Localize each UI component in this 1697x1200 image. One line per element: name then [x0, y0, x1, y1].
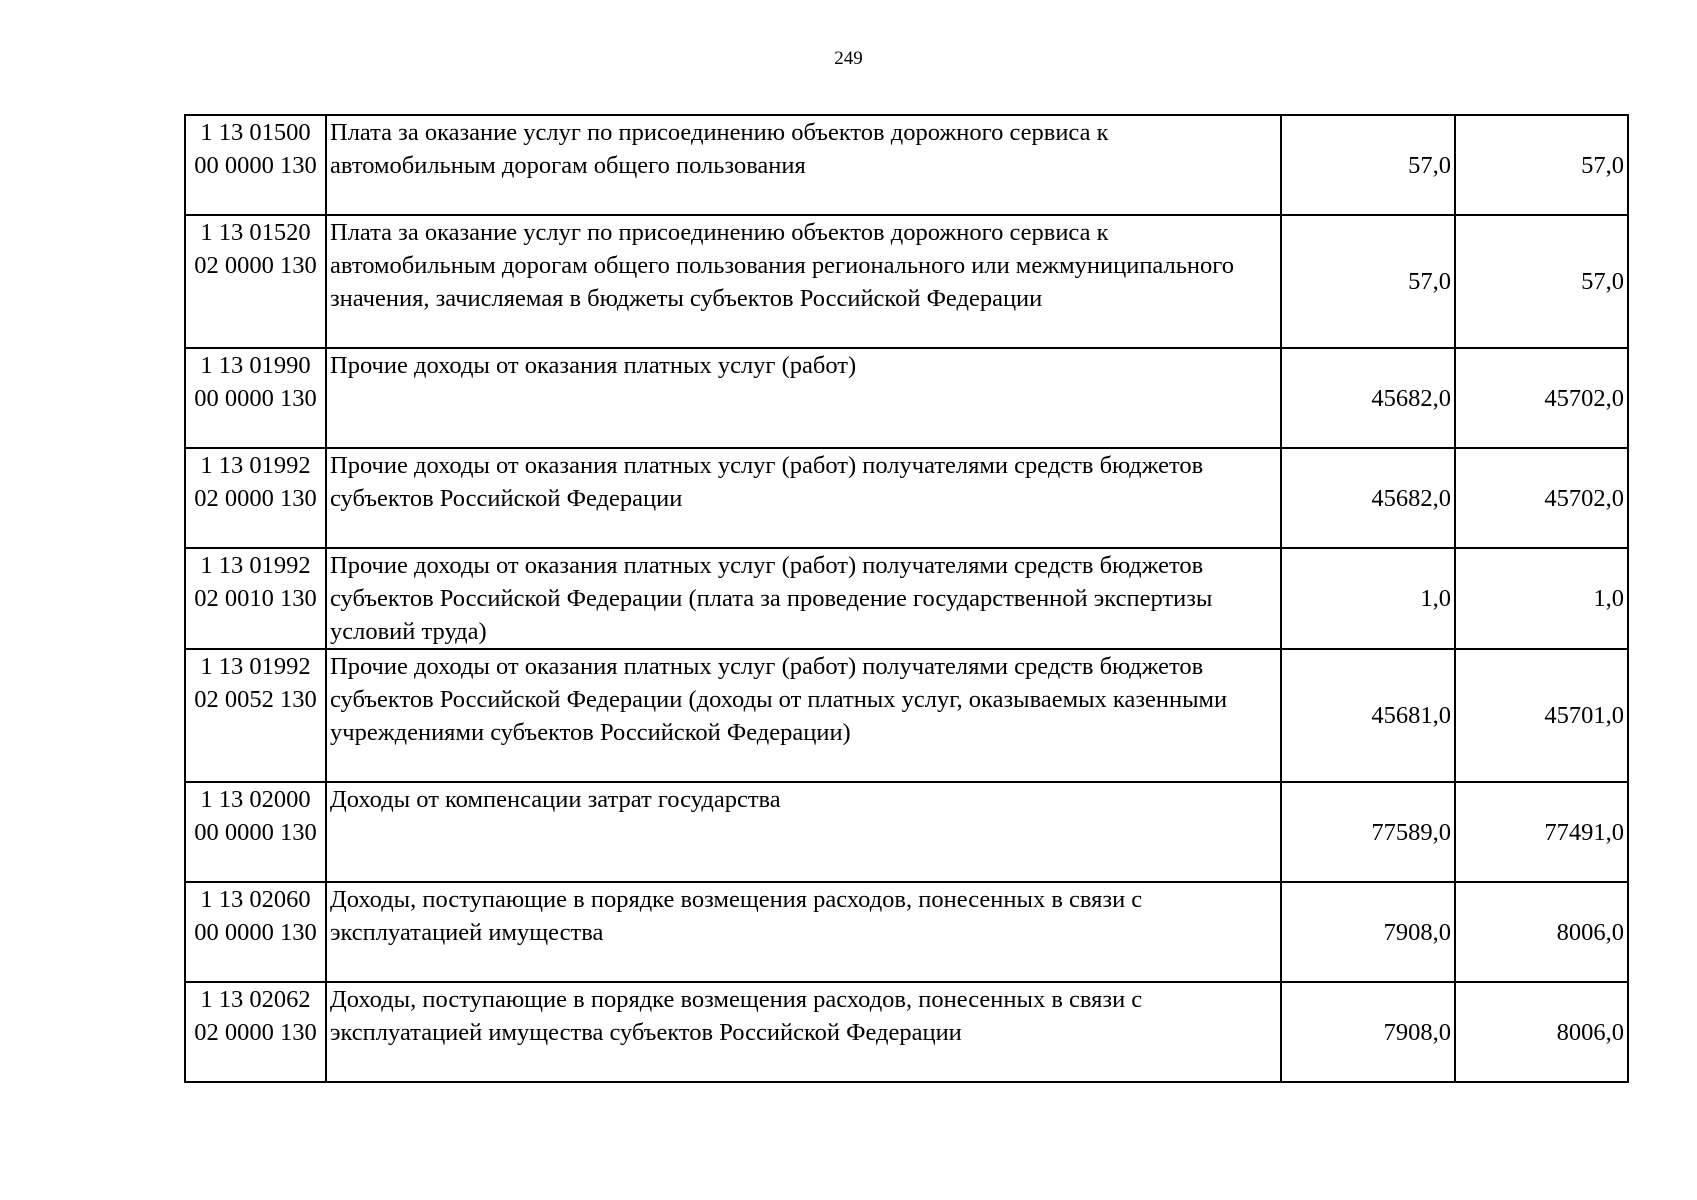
value-cell-2: 57,0 — [1455, 215, 1628, 348]
value-cell-2: 45702,0 — [1455, 348, 1628, 448]
value-cell-2: 8006,0 — [1455, 882, 1628, 982]
table-row — [185, 215, 1628, 348]
table-row — [185, 649, 1628, 782]
revenue-table — [184, 114, 1629, 1083]
table-row — [185, 548, 1628, 649]
value-cell-1: 7908,0 — [1281, 882, 1455, 982]
budget-code-cell: 1 13 01992 02 0052 130 — [185, 649, 326, 782]
value-cell-1: 1,0 — [1281, 548, 1455, 649]
budget-code-cell: 1 13 01990 00 0000 130 — [185, 348, 326, 448]
revenue-name-cell: Прочие доходы от оказания платных услуг (работ) получателями средств бюджетов субъектов Российской Федерации — [326, 448, 1281, 548]
value-cell-2: 45701,0 — [1455, 649, 1628, 782]
table-row — [185, 982, 1628, 1082]
value-cell-2: 57,0 — [1455, 115, 1628, 215]
revenue-name-cell: Доходы, поступающие в порядке возмещения расходов, понесенных в связи с эксплуатацией имущества — [326, 882, 1281, 982]
value-cell-1: 77589,0 — [1281, 782, 1455, 882]
value-cell-2: 45702,0 — [1455, 448, 1628, 548]
value-cell-2: 1,0 — [1455, 548, 1628, 649]
table-row — [185, 348, 1628, 448]
table-row — [185, 782, 1628, 882]
value-cell-1: 57,0 — [1281, 215, 1455, 348]
revenue-name-cell: Плата за оказание услуг по присоединению объектов дорожного сервиса к автомобильным дорогам общего пользования — [326, 115, 1281, 215]
budget-code-cell: 1 13 01992 02 0000 130 — [185, 448, 326, 548]
budget-code-cell: 1 13 01520 02 0000 130 — [185, 215, 326, 348]
revenue-name-cell: Прочие доходы от оказания платных услуг (работ) получателями средств бюджетов субъектов Российской Федерации (плата за проведение государственной экспертизы условий труда) — [326, 548, 1281, 649]
value-cell-1: 45682,0 — [1281, 448, 1455, 548]
value-cell-2: 77491,0 — [1455, 782, 1628, 882]
page-number: 249 — [834, 48, 863, 69]
table-row — [185, 448, 1628, 548]
value-cell-1: 7908,0 — [1281, 982, 1455, 1082]
value-cell-2: 8006,0 — [1455, 982, 1628, 1082]
revenue-name-cell: Доходы, поступающие в порядке возмещения расходов, понесенных в связи с эксплуатацией имущества субъектов Российской Федерации — [326, 982, 1281, 1082]
table-row — [185, 115, 1628, 215]
budget-code-cell: 1 13 02000 00 0000 130 — [185, 782, 326, 882]
value-cell-1: 45681,0 — [1281, 649, 1455, 782]
budget-code-cell: 1 13 02062 02 0000 130 — [185, 982, 326, 1082]
budget-code-cell: 1 13 01500 00 0000 130 — [185, 115, 326, 215]
value-cell-1: 45682,0 — [1281, 348, 1455, 448]
budget-code-cell: 1 13 02060 00 0000 130 — [185, 882, 326, 982]
revenue-name-cell: Прочие доходы от оказания платных услуг (работ) получателями средств бюджетов субъектов Российской Федерации (доходы от платных услуг, оказываемых казенными учреждениями субъектов Российской Федерации) — [326, 649, 1281, 782]
revenue-name-cell: Прочие доходы от оказания платных услуг (работ) — [326, 348, 1281, 448]
revenue-name-cell: Плата за оказание услуг по присоединению объектов дорожного сервиса к автомобильным дорогам общего пользования регионального или межмуниципального значения, зачисляемая в бюджеты субъектов Российской Федерации — [326, 215, 1281, 348]
revenue-name-cell: Доходы от компенсации затрат государства — [326, 782, 1281, 882]
table-row — [185, 882, 1628, 982]
budget-code-cell: 1 13 01992 02 0010 130 — [185, 548, 326, 649]
value-cell-1: 57,0 — [1281, 115, 1455, 215]
